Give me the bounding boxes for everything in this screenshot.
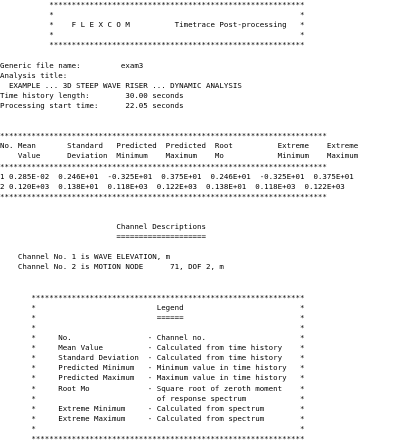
legend-item: * Mean Value - Calculated from time history * xyxy=(0,343,305,353)
report-line xyxy=(0,273,358,283)
banner-border-bottom: ********************************************************* xyxy=(0,40,305,50)
report-line xyxy=(0,50,358,60)
channel-descriptions-underline: ==================== xyxy=(0,232,206,242)
legend-item: * Predicted Minimum - Minimum value in time history * xyxy=(0,363,305,373)
legend-title: * Legend * xyxy=(0,302,305,312)
generic-file-name: Generic file name: exam3 xyxy=(0,60,144,70)
banner-title: * F L E X C O M Timetrace Post-processing * xyxy=(0,20,305,30)
legend-item: * No. - Channel no. * xyxy=(0,333,305,343)
analysis-title-label: Analysis title: xyxy=(0,70,68,80)
legend-item: * Predicted Maximum - Maximum value in time history * xyxy=(0,373,305,383)
channel-descriptions-heading: Channel Descriptions xyxy=(0,222,206,232)
legend-item: * Standard Deviation - Calculated from time history * xyxy=(0,353,305,363)
report-line: * * xyxy=(0,323,305,332)
table-header-divider: ************************************************************************* xyxy=(0,161,327,171)
report-line xyxy=(0,242,358,252)
table-row: 1 0.285E-02 0.246E+01 -0.325E+01 0.375E+01 0.246E+01 -0.325E+01 0.375E+01 xyxy=(0,171,354,181)
table-row: 2 0.120E+03 0.138E+01 0.118E+03 0.122E+03 0.138E+01 0.118E+03 0.122E+03 xyxy=(0,181,345,191)
report-line xyxy=(0,212,358,222)
legend-title-underline: * ====== * xyxy=(0,312,305,322)
analysis-title: EXAMPLE ... 3D STEEP WAVE RISER ... DYNAMIC ANALYSIS xyxy=(0,80,242,90)
table-header-row-1: No. Mean Standard Predicted Predicted Root Extreme Extreme xyxy=(0,141,359,151)
report-line xyxy=(0,283,358,293)
report-line xyxy=(0,121,358,131)
legend-item: * Root Mo - Square root of zeroth moment * xyxy=(0,383,305,393)
legend-item: * Extreme Maximum - Calculated from spectrum * xyxy=(0,413,305,423)
time-history-length: Time history length: 30.00 seconds xyxy=(0,90,184,100)
legend-border-bottom: ************************************************************* xyxy=(0,434,305,444)
legend-border-top: ************************************************************* xyxy=(0,292,305,302)
report-line: * * xyxy=(0,30,305,40)
legend-item-continued: * of response spectrum * xyxy=(0,393,305,403)
channel-description: Channel No. 2 is MOTION NODE 71, DOF 2, m xyxy=(0,262,224,272)
table-border-bottom: ************************************************************************* xyxy=(0,191,327,201)
table-border-top: ************************************************************************* xyxy=(0,131,327,141)
table-header-row-2: Value Deviation Minimum Maximum Mo Minimum Maximum xyxy=(0,151,359,161)
report-line xyxy=(0,202,358,212)
processing-start-time: Processing start time: 22.05 seconds xyxy=(0,100,184,110)
channel-description: Channel No. 1 is WAVE ELEVATION, m xyxy=(0,252,171,262)
report-line: * * xyxy=(0,423,305,433)
report-line: * * xyxy=(0,10,305,20)
legend-item: * Extreme Minimum - Calculated from spectrum * xyxy=(0,403,305,413)
report-line xyxy=(0,111,358,121)
banner-border-top: ********************************************************* xyxy=(0,0,305,9)
